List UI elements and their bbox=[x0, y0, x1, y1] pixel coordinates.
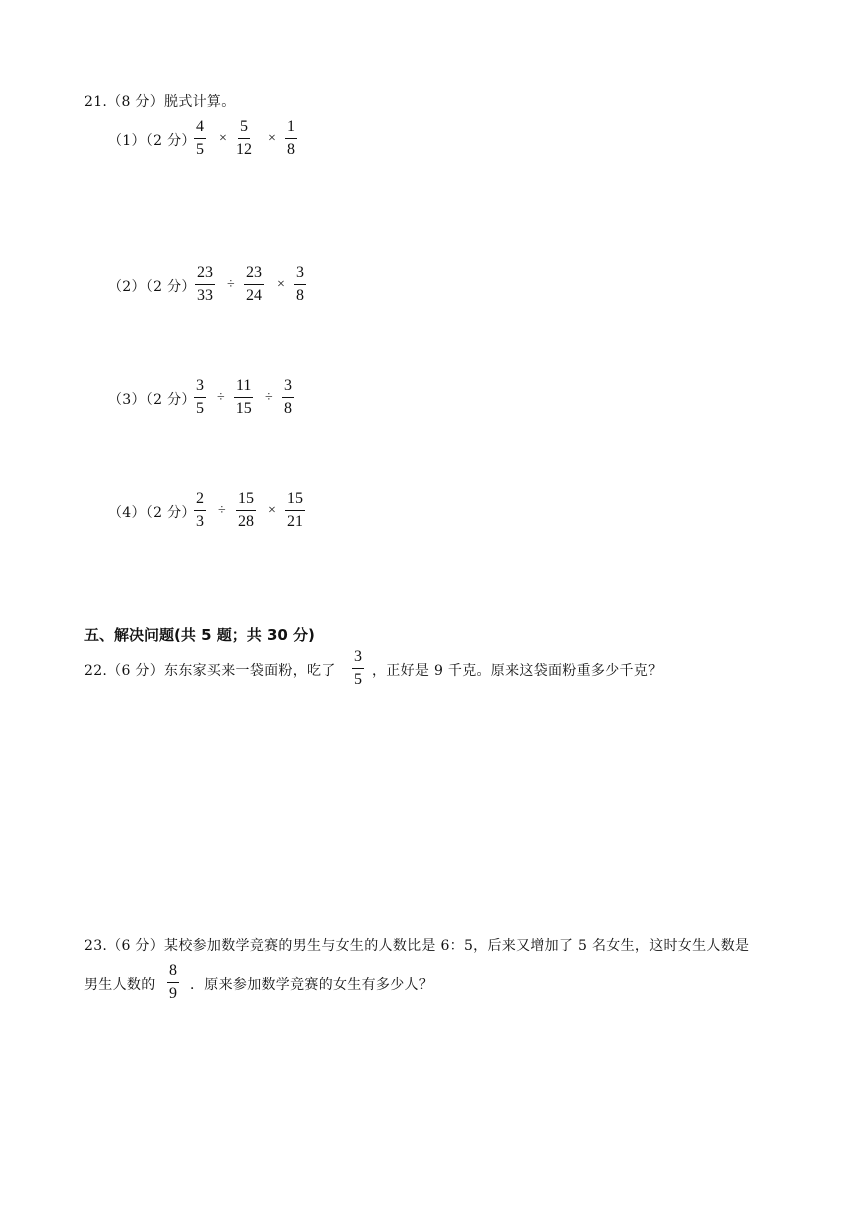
denominator: 5 bbox=[196, 141, 204, 158]
denominator: 28 bbox=[238, 513, 254, 530]
divide-operator: ÷ bbox=[218, 503, 226, 518]
multiply-operator: × bbox=[219, 131, 227, 146]
numerator: 3 bbox=[194, 377, 206, 398]
numerator: 5 bbox=[238, 118, 250, 139]
numerator: 11 bbox=[234, 377, 253, 398]
q21-part3-label: （3）（2 分） bbox=[108, 392, 196, 408]
question-22-fraction bbox=[352, 648, 364, 689]
q21-part3-fraction-3 bbox=[282, 377, 294, 418]
denominator: 5 bbox=[354, 671, 362, 688]
multiply-operator: × bbox=[277, 277, 285, 292]
q21-part1-label: （1）（2 分） bbox=[108, 133, 196, 149]
denominator: 8 bbox=[287, 141, 295, 158]
numerator: 4 bbox=[194, 118, 206, 139]
question-22-text-after: ，正好是 9 千克。原来这袋面粉重多少千克？ bbox=[372, 663, 663, 679]
denominator: 3 bbox=[196, 513, 204, 530]
q21-part4-label: （4）（2 分） bbox=[108, 505, 196, 521]
numerator: 2 bbox=[194, 490, 206, 511]
q21-part2-fraction-3 bbox=[294, 264, 306, 305]
multiply-operator: × bbox=[268, 503, 276, 518]
q21-part4-fraction-3 bbox=[285, 490, 305, 531]
numerator: 3 bbox=[282, 377, 294, 398]
q21-part2-fraction-1 bbox=[195, 264, 215, 305]
denominator: 9 bbox=[169, 985, 177, 1002]
q21-part3-fraction-2 bbox=[234, 377, 253, 418]
denominator: 24 bbox=[246, 287, 262, 304]
numerator: 8 bbox=[167, 962, 179, 983]
denominator: 8 bbox=[284, 400, 292, 417]
numerator: 3 bbox=[352, 648, 364, 669]
question-23-text-before: 男生人数的 bbox=[84, 977, 156, 993]
question-23-line-1: 23.（6 分）某校参加数学竞赛的男生与女生的人数比是 6：5，后来又增加了 5 名女生，这时女生人数是 bbox=[84, 938, 750, 954]
numerator: 23 bbox=[195, 264, 215, 285]
denominator: 12 bbox=[236, 141, 252, 158]
divide-operator: ÷ bbox=[227, 277, 235, 292]
denominator: 8 bbox=[296, 287, 304, 304]
numerator: 1 bbox=[285, 118, 297, 139]
numerator: 15 bbox=[236, 490, 256, 511]
denominator: 21 bbox=[287, 513, 303, 530]
question-21-header: 21.（8 分）脱式计算。 bbox=[84, 94, 236, 110]
numerator: 15 bbox=[285, 490, 305, 511]
q21-part2-fraction-2 bbox=[244, 264, 264, 305]
divide-operator: ÷ bbox=[217, 390, 225, 405]
q21-part4-fraction-2 bbox=[236, 490, 256, 531]
q21-part3-fraction-1 bbox=[194, 377, 206, 418]
numerator: 3 bbox=[294, 264, 306, 285]
q21-part1-fraction-3 bbox=[285, 118, 297, 159]
question-23-fraction bbox=[167, 962, 179, 1003]
multiply-operator: × bbox=[268, 131, 276, 146]
q21-part2-label: （2）（2 分） bbox=[108, 279, 196, 295]
q21-part1-fraction-2 bbox=[236, 118, 252, 159]
divide-operator: ÷ bbox=[265, 390, 273, 405]
q21-part4-fraction-1 bbox=[194, 490, 206, 531]
denominator: 5 bbox=[196, 400, 204, 417]
question-22-text-before: 22.（6 分）东东家买来一袋面粉，吃了 bbox=[84, 663, 336, 679]
numerator: 23 bbox=[244, 264, 264, 285]
q21-part1-fraction-1 bbox=[194, 118, 206, 159]
denominator: 33 bbox=[197, 287, 213, 304]
question-23-text-after: ．原来参加数学竞赛的女生有多少人？ bbox=[190, 977, 434, 993]
section-5-title: 五、解决问题(共 5 题；共 30 分) bbox=[84, 626, 315, 644]
denominator: 15 bbox=[235, 400, 252, 417]
